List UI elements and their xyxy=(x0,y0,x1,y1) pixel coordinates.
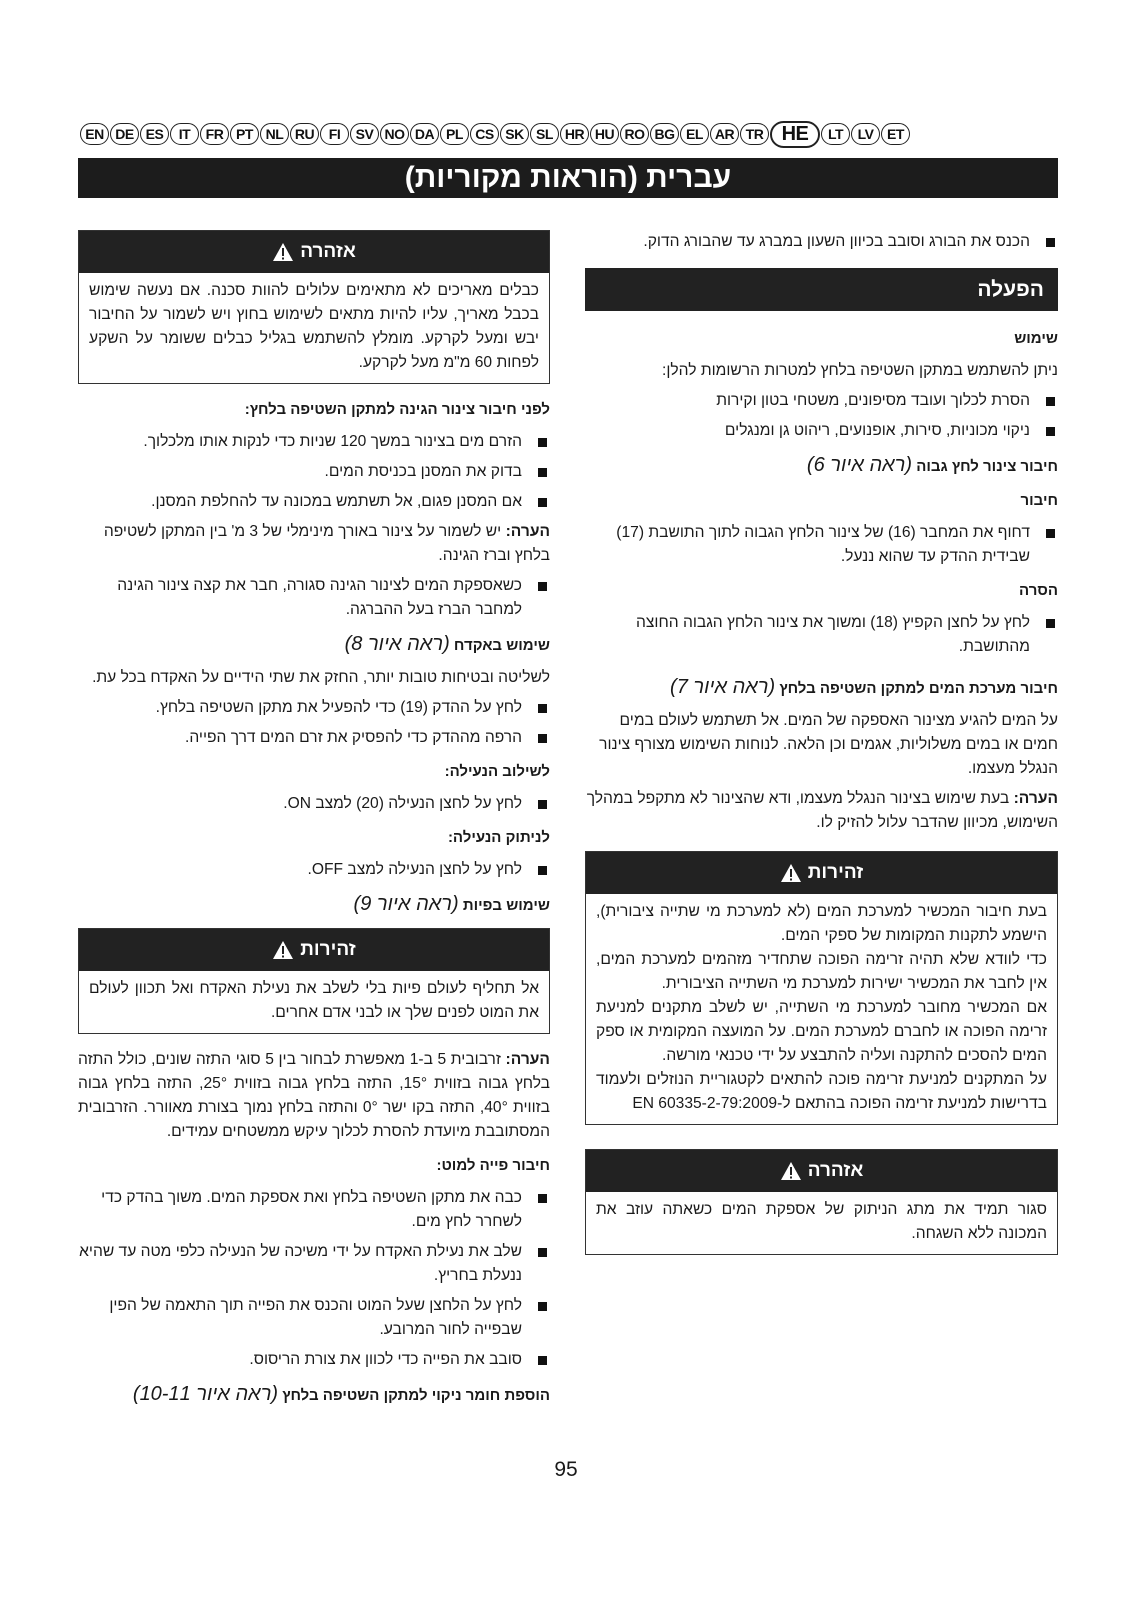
page-number: 95 xyxy=(554,1458,578,1481)
page-title: עברית (הוראות מקוריות) xyxy=(78,158,1058,198)
before-note xyxy=(78,520,550,568)
list-item: בדוק את המסנן בכניסת המים. xyxy=(78,460,550,484)
detergent-figure-ref: (ראה איור 10-11) xyxy=(132,1383,279,1405)
note-label: הערה: xyxy=(1013,790,1058,807)
list-item: שלב את נעילת האקדח על ידי משיכה של הנעילה כלפי מטה עד שהיא ננעלת בחריץ. xyxy=(78,1240,550,1288)
warning-box xyxy=(78,230,550,384)
lance-text: לשליטה ובטיחות טובות יותר, החזק את שתי הידיים על האקדח בכל עת. xyxy=(92,669,550,686)
right-column xyxy=(585,230,1058,1269)
language-tab-no: NO xyxy=(380,123,409,145)
hose-figure-ref: (ראה איור 6) xyxy=(806,454,913,476)
list-item: ניקוי מכוניות, סירות, אופנועים, ריהוט גן ומנגלים xyxy=(585,419,1058,443)
detergent-heading xyxy=(78,1382,550,1408)
list-item: לחץ על לחצן הנעילה למצב OFF. xyxy=(78,858,550,882)
warning-heading: אזהרה xyxy=(807,1160,864,1181)
caution-text: אל תחליף לעולם פיות בלי לשלב את נעילת האקדח ואל תכוון לעולם את המוט לפנים שלך או לבני אדם אחרים. xyxy=(89,980,539,1021)
note-text: זרבובית 5 ב-1 מאפשרת לבחור בין 5 סוגי התזה שונים, כולל התזה בלחץ גבוה בזווית 15°, התזה בלחץ גבוה בזווית 25°, התזה בלחץ גבוה בזווית 40°, התזה בקו ישר 0° והתזה בלחץ נמוך בצורת מאוורר. הזרבובית המסתובבת מיועדת להסרת לכלוך עיקש ממשטחים עמידים. xyxy=(78,1051,551,1140)
language-tab-el: EL xyxy=(680,123,709,145)
list-item: דחוף את המחבר (16) של צינור הלחץ הגבוה לתוך התושבת (17) שבידית ההדק עד שהוא ננעל. xyxy=(585,521,1058,569)
warning-box-header xyxy=(586,1150,1057,1192)
list-item: סובב את הפייה כדי לכוון את צורת הריסוס. xyxy=(78,1348,550,1372)
remove-subheading: הסרה xyxy=(1019,582,1058,599)
operation-heading: הפעלה xyxy=(585,268,1058,311)
water-heading xyxy=(585,675,1058,701)
language-tab-fi: FI xyxy=(320,123,349,145)
nozzle-note xyxy=(78,1048,550,1144)
caution-paragraph: על המתקנים למניעת זרימה פוכה להתאים לקטגוריית הנוזלים ולעמוד בדרישות למניעת זרימה הפוכה בהתאם ל-EN 60335-2-79:2009 xyxy=(596,1071,1047,1112)
lock-subheading: לשילוב הנעילה: xyxy=(444,763,550,780)
language-tab-en: EN xyxy=(80,123,109,145)
warning-triangle-icon xyxy=(780,863,802,883)
caution-box-header xyxy=(586,852,1057,894)
language-tab-pt: PT xyxy=(230,123,259,145)
detergent-heading-text: הוספת חומר ניקוי למתקן השטיפה בלחץ xyxy=(282,1387,550,1404)
note-text: בעת שימוש בצינור הנגלל מעצמו, ודא שהצינור לא מתקפל במהלך השימוש, מכיוון שהדבר עלול להזיק לו. xyxy=(586,790,1058,831)
warning-triangle-icon xyxy=(272,242,294,262)
language-tab-ar: AR xyxy=(710,123,739,145)
usage-subheading: שימוש xyxy=(1014,330,1058,347)
caution-body xyxy=(586,894,1057,1124)
language-tab-bg: BG xyxy=(650,123,679,145)
language-tab-de: DE xyxy=(110,123,139,145)
unlock-subheading: לניתוק הנעילה: xyxy=(447,829,550,846)
caution-heading: זהירות xyxy=(300,939,356,960)
usage-text: ניתן להשתמש במתקן השטיפה בלחץ למטרות הרשומות להלן: xyxy=(662,362,1058,379)
warning-triangle-icon xyxy=(780,1161,802,1181)
list-item: כבה את מתקן השטיפה בלחץ ואת אספקת המים. משוך בהדק כדי לשחרר לחץ מים. xyxy=(78,1186,550,1234)
language-tab-fr: FR xyxy=(200,123,229,145)
left-column xyxy=(78,230,550,1416)
list-item: לחץ על לחצן הנעילה (20) למצב ON. xyxy=(78,792,550,816)
language-tab-sv: SV xyxy=(350,123,379,145)
lance-heading-text: שימוש באקדח xyxy=(453,637,550,654)
connect-subheading: חיבור xyxy=(1020,492,1058,509)
nozzle-heading xyxy=(78,892,550,918)
caution-box xyxy=(78,928,550,1034)
hose-heading xyxy=(585,453,1058,479)
language-tab-da: DA xyxy=(410,123,439,145)
list-item: הסרת לכלוך ועובד מסיפונים, משטחי בטון וקירות xyxy=(585,389,1058,413)
language-tab-hr: HR xyxy=(560,123,589,145)
language-tab-tr: TR xyxy=(740,123,769,145)
water-figure-ref: (ראה איור 7) xyxy=(670,676,776,698)
before-subheading: לפני חיבור צינור הגינה למתקן השטיפה בלחץ: xyxy=(244,401,550,418)
caution-paragraph: אם המכשיר מחובר למערכת מי השתייה, יש לשלב מתקנים למניעת זרימה הפוכה או לחברם למערכת המים. על המועצה המקומית או ספק המים להסכים להתקנה ועליה להתבצע על ידי טכנאי מורשה. xyxy=(596,999,1047,1064)
note-label: הערה: xyxy=(505,1051,550,1068)
attach-subheading: חיבור פייה למוט: xyxy=(436,1157,550,1174)
nozzle-heading-text: שימוש בפיות xyxy=(462,897,550,914)
note-text: יש לשמור על צינור באורך מינימלי של 3 מ' בין המתקן לשטיפה בלחץ וברז הגינה. xyxy=(103,523,550,564)
water-text: על המים להגיע מצינור האספקה של המים. אל תשתמש לעולם במים חמים או במים משלוליות, אגמים וכן הלאה. לנוחות השימוש מצורף צינור הנגלל מעצמו. xyxy=(599,712,1058,777)
list-item: אם המסנן פגום, אל תשתמש במכונה עד להחלפת המסנן. xyxy=(78,490,550,514)
language-tab-et: ET xyxy=(881,123,910,145)
language-tab-ro: RO xyxy=(620,123,649,145)
lance-figure-ref: (ראה איור 8) xyxy=(344,633,450,655)
list-item: הרפה מההדק כדי להפסיק את זרם המים דרך הפייה. xyxy=(78,726,550,750)
language-tab-lt: LT xyxy=(821,123,850,145)
nozzle-figure-ref: (ראה איור 9) xyxy=(353,893,459,915)
list-item: הזרם מים בצינור במשך 120 שניות כדי לנקות אותו מלכלוך. xyxy=(78,430,550,454)
warning-box-header xyxy=(79,231,549,273)
warning-heading: אזהרה xyxy=(300,241,356,262)
note-label: הערה: xyxy=(505,523,550,540)
list-item: כשאספקת המים לצינור הגינה סגורה, חבר את קצה צינור הגינה למחבר הברז בעל ההברגה. xyxy=(78,574,550,622)
language-tab-lv: LV xyxy=(851,123,880,145)
list-item: לחץ על ההדק (19) כדי להפעיל את מתקן השטיפה בלחץ. xyxy=(78,696,550,720)
language-tab-cs: CS xyxy=(470,123,499,145)
list-item: לחץ על לחצן הקפיץ (18) ומשוך את צינור הלחץ הגבוה החוצה מהתושבת. xyxy=(585,611,1058,659)
caution-box-header xyxy=(79,929,549,971)
list-item: לחץ על הלחצן שעל המוט והכנס את הפייה תוך התאמה של הפין שבפייה לחור המרובע. xyxy=(78,1294,550,1342)
warning-text: סגור תמיד את מתג הניתוק של אספקת המים כשאתה עוזב את המכונה ללא השגחה. xyxy=(596,1201,1047,1242)
language-tab-nl: NL xyxy=(260,123,289,145)
language-tab-he: HE xyxy=(770,121,820,148)
language-tab-es: ES xyxy=(140,123,169,145)
water-note xyxy=(585,787,1058,835)
list-item: הכנס את הבורג וסובב בכיוון השעון במברג עד שהבורג הדוק. xyxy=(585,230,1058,254)
water-heading-text: חיבור מערכת המים למתקן השטיפה בלחץ xyxy=(779,680,1058,697)
language-tab-hu: HU xyxy=(590,123,619,145)
language-tab-pl: PL xyxy=(440,123,469,145)
hose-heading-text: חיבור צינור לחץ גבוה xyxy=(916,458,1058,475)
caution-heading: זהירות xyxy=(807,862,864,883)
warning-box xyxy=(585,1149,1058,1255)
caution-paragraph: בעת חיבור המכשיר למערכת המים (לא למערכת מי שתייה ציבורית), הישמע לתקנות המקומות של ספקי המים. xyxy=(596,903,1047,944)
language-tab-sl: SL xyxy=(530,123,559,145)
caution-box xyxy=(585,851,1058,1125)
language-tab-it: IT xyxy=(170,123,199,145)
warning-text: כבלים מאריכים לא מתאימים עלולים להוות סכנה. אם נעשה שימוש בכבל מאריך, עליו להיות מתאים לשימוש בחוץ ויש לשמור על החיבור יבש ומעל לקרקע. מומלץ להשתמש בגליל כבלים ששומר על השקע לפחות 60 מ"מ מעל לקרקע. xyxy=(89,282,539,371)
lance-heading xyxy=(78,632,550,658)
warning-triangle-icon xyxy=(272,940,294,960)
language-tab-sk: SK xyxy=(500,123,529,145)
language-bar xyxy=(80,121,1058,147)
caution-paragraph: כדי לוודא שלא תהיה זרימה הפוכה שתחדיר מזהמים למערכת המים, אין לחבר את המכשיר ישירות למערכת מי השתייה הציבורית. xyxy=(596,951,1047,992)
language-tab-ru: RU xyxy=(290,123,319,145)
